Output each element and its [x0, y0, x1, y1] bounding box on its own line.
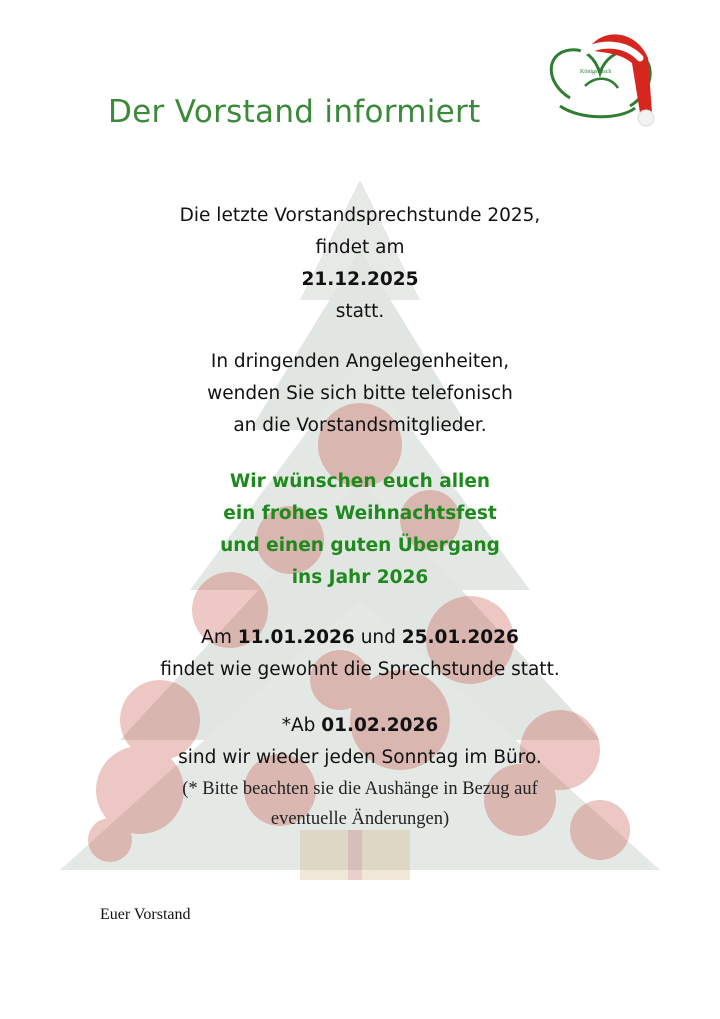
text-line: an die Vorstandsmitglieder. [233, 415, 487, 436]
session-date-1: 11.01.2026 [237, 627, 355, 648]
text-am: Am [201, 627, 232, 648]
resume-date: 01.02.2026 [321, 715, 439, 736]
signature: Euer Vorstand [100, 906, 191, 923]
text-line: sind wir wieder jeden Sonntag im Büro. [178, 747, 542, 768]
session-date-2: 25.01.2026 [401, 627, 519, 648]
greeting-line: Wir wünschen euch allen [229, 471, 491, 492]
sessions-line [60, 622, 660, 654]
date-last-session: 21.12.2025 [301, 269, 419, 290]
page-title: Der Vorstand informiert [108, 94, 481, 130]
text-line: Die letzte Vorstandsprechstunde 2025, [179, 205, 541, 226]
logo-text: Königsbusch [580, 69, 612, 75]
text-und: und [360, 627, 396, 648]
note-line: (* Bitte beachten sie die Aushänge in Bezug auf [182, 779, 538, 799]
text-line: wenden Sie sich bitte telefonisch [207, 383, 513, 404]
greeting-line: ein frohes Weihnachtsfest [223, 503, 497, 524]
note-line: eventuelle Änderungen) [270, 809, 450, 829]
text-line: statt. [335, 301, 385, 322]
greeting-line: und einen guten Übergang [220, 535, 500, 556]
text-line: findet am [315, 237, 405, 258]
resume-line [60, 710, 660, 742]
greeting-line: ins Jahr 2026 [291, 567, 429, 588]
club-logo [540, 28, 666, 128]
text-line: In dringenden Angelegenheiten, [210, 351, 510, 372]
text-line: findet wie gewohnt die Sprechstunde statt. [160, 659, 560, 680]
announcement-body [60, 200, 660, 834]
text-ab: *Ab [281, 715, 316, 736]
